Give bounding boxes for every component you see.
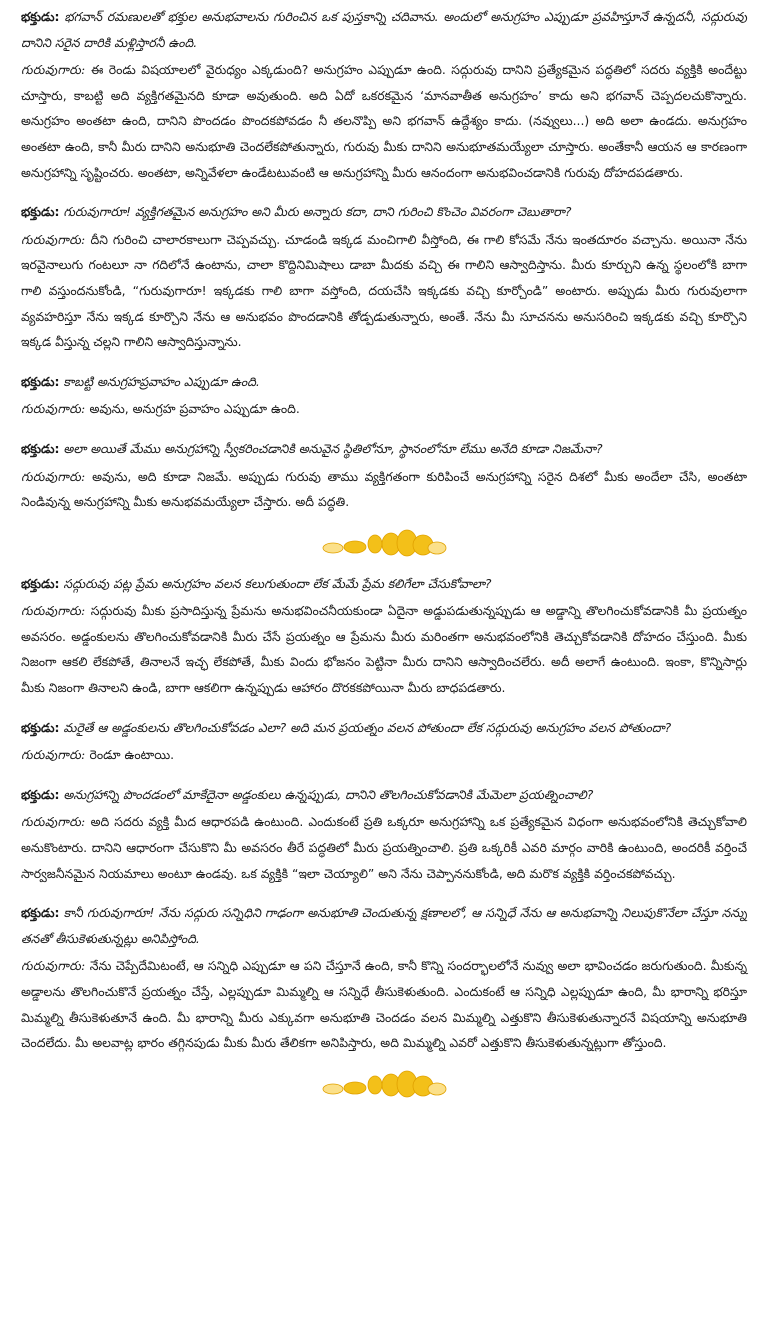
guru-answer xyxy=(21,598,747,700)
answer-text: ఈ రెండు విషయాలలో వైరుధ్యం ఎక్కడుంది? అనుగ్రహం ఎప్పుడూ ఉంది. సద్గురువు దానిని ప్రత్యేకమైన పద్ధతిలో సదరు వ్యక్తికి అందేట్టు చూస్తారు, కాబట్టి అది వ్యక్తిగతమైనది కూడా అవుతుంది. అది ఏదో ఒకరకమైన ‘మానవాతీత అనుగ్రహం’ కాదు అని భగవాన్ చెప్పదలచుకొన్నారు. అనుగ్రహం అంతటా ఉంది, దానిని పొందడం పొందకపోవడం నీ తలనొప్పి అని భగవాన్ ఉద్దేశ్యం కాదు. (నవ్వులు...) అది అలా ఉండదు. అనుగ్రహం అంతటా ఉంది, కానీ మీరు దానిని అనుభూతి చెందలేకపోతున్నారు, గురువు మీకు దానిని అనుభూతమయ్యేలా చూస్తారు. అంతేకానీ ఆయన ఆ కారణంగా అనుగ్రహాన్ని సృష్టించరు. అంతటా, అన్నివేళలా ఉండేటటువంటి ఆ అనుగ్రహాన్ని మీరు ఆనందంగా అనుభవించడానికి గురువు దోహదపడతారు. xyxy=(21,62,747,180)
answer-text: దీని గురించి చాలారకాలుగా చెప్పవచ్చు. చూడండి ఇక్కడ మంచిగాలి వీస్తోంది, ఈ గాలి కోసమే నేను ఇంతదూరం వచ్చాను. అయినా నేను ఇరవైనాలుగు గంటలూ నా గదిలోనే ఉంటాను, చాలా కొద్దినిమిషాలు డాబా మీదకు వచ్చి ఈ గాలిని ఆస్వాదిస్తాను. మీరు కూర్చుని ఉన్న స్థలంలోకి బాగా గాలి వస్తుందనుకోండి, “గురువుగారూ! ఇక్కడకు గాలి బాగా వస్తోంది, దయచేసి ఇక్కడకు వచ్చి కూర్చోండి” అంటారు. అప్పుడు మీరు గురువులాగా వ్యవహరిస్తూ నేను ఇక్కడ కూర్చొని నేను ఆ అనుభవం పొందడానికి తోడ్పడుతున్నారు, అంతే. నేను మీ సూచనను అనుసరించి ఇక్కడకు వచ్చి కూర్చొని ఇక్కడ వీస్తున్న చల్లని గాలిని ఆస్వాదిస్తున్నాను. xyxy=(21,231,747,350)
guru-label: గురువుగారు: xyxy=(21,603,86,619)
guru-answer xyxy=(21,464,747,515)
answer-text: నేను చెప్పేదేమిటంటే, ఆ సన్నిధి ఎప్పుడూ ఆ పని చేస్తూనే ఉంది, కానీ కొన్ని సందర్భాలలోనే నువ్వు అలా భావించడం జరుగుతుంది. మీకున్న అడ్డాలను తొలగించుకొనే ప్రయత్నం చేస్తే, ఎల్లప్పుడూ మిమ్మల్ని ఆ సన్నిధే తీసుకెళుతుంది. ఎందుకంటే ఆ సన్నిధి ఎల్లప్పుడూ ఉంది, మీ భారాన్ని భరిస్తూ మిమ్మల్ని తీసుకెళుతూనే ఉంది. మీ భారాన్ని మీరు ఎక్కువగా అనుభూతి చెందడం వలన మిమ్మల్ని ఎత్తుకొని తీసుకెళుతున్నారనే విషయాన్ని అనుభూతి చెందలేదు. మీ అలవాట్ల భారం తగ్గినపుడు మీకు మీరు తేలికగా అనిపిస్తారు, అది మిమ్మల్ని ఎవరో ఎత్తుకొని తీసుకెళుతున్నట్లుగా తోస్తుంది. xyxy=(21,958,747,1051)
devotee-label: భక్తుడు: xyxy=(21,440,60,456)
lotus-ornament xyxy=(21,521,747,561)
devotee-label: భక్తుడు: xyxy=(21,373,60,389)
guru-label: గురువుగారు: xyxy=(21,814,86,830)
devotee-question xyxy=(21,782,747,808)
question-text: కానీ గురువుగారూ! నేను సద్గురు సన్నిధిని గాఢంగా అనుభూతి చెందుతున్న క్షణాలలో, ఆ సన్నిధే నేను ఆ అనుభవాన్ని నిలుపుకొనేలా చేస్తూ నన్ను తనతో తీసుకెళుతున్నట్లు అనిపిస్తోంది. xyxy=(21,905,747,946)
answer-text: సద్గురువు మీకు ప్రసాదిస్తున్న ప్రేమను అనుభవించనీయకుండా ఏదైనా అడ్డుపడుతున్నప్పుడు ఆ అడ్డాన్ని తొలగించుకోవడానికి మీ ప్రయత్నం అవసరం. అడ్డంకులను తొలగించుకోవడానికి మీరు చేసే ప్రయత్నం ఆ ప్రేమను మీరు మరింతగా అనుభవంలోనికి తెచ్చుకోవడానికి దోహదం చేస్తుంది. మీకు నిజంగా ఆకలి లేకపోతే, తినాలనే ఇచ్ఛ లేకపోతే, మీకు విందు భోజనం పెట్టినా మీరు దానిని ఆస్వాదించలేరు. అదీ అలాగే ఉంటుంది. ఇంకా, కొన్నిసార్లు మీకు నిజంగా తినాలని ఉండి, బాగా ఆకలిగా ఉన్నప్పుడు ఆహారం దొరకకపోయినా మీరు బాధపడతారు. xyxy=(21,603,747,696)
dialog-section-2 xyxy=(21,571,747,1056)
guru-answer xyxy=(21,953,747,1055)
devotee-label: భక్తుడు: xyxy=(21,9,60,24)
devotee-question xyxy=(21,369,747,395)
devotee-question xyxy=(21,900,747,951)
guru-answer xyxy=(21,227,747,355)
guru-label: గురువుగారు: xyxy=(21,468,86,484)
dialog-section-1 xyxy=(21,4,747,515)
guru-answer xyxy=(21,57,747,185)
devotee-question xyxy=(21,436,747,462)
devotee-question xyxy=(21,571,747,597)
answer-text: అవును, అది కూడా నిజమే. అప్పుడు గురువు తాము వ్యక్తిగతంగా కురిపించే అనుగ్రహాన్ని సరైన దిశలో మీకు అందేలా చేసి, అంతటా నిండివున్న అనుగ్రహాన్ని మీకు అనుభవమయ్యేలా చేస్తారు. అదీ పద్ధతి. xyxy=(21,468,747,510)
question-text: అలా అయితే మేము అనుగ్రహాన్ని స్వీకరించడానికి అనువైన స్థితిలోనూ, స్థానంలోనూ లేము అనేది కూడా నిజమేనా? xyxy=(63,440,603,456)
devotee-question xyxy=(21,4,747,55)
answer-text: అది సదరు వ్యక్తి మీద ఆధారపడి ఉంటుంది. ఎందుకంటే ప్రతి ఒక్కరూ అనుగ్రహాన్ని ఒక ప్రత్యేకమైన విధంగా అనుభవంలోనికి తెచ్చుకోవాలి అనుకొంటారు. దానిని ఆధారంగా చేసుకొని మీ అవసరం తీరే పద్ధతిలో మీరు ప్రయత్నించాలి. ప్రతి ఒక్కరికీ ఎవరి మార్గం వారికి ఉంటుంది, అందరికీ వర్తించే సార్వజనీనమైన నియమాలు అంటూ ఉండవు. ఒక వ్యక్తికి “ఇలా చెయ్యాలి” అని నేను చెప్పాననుకోండి, అది మరొక వ్యక్తికి వర్తించకపోవచ్చు. xyxy=(21,814,747,881)
spacer xyxy=(21,357,747,369)
spacer xyxy=(21,703,747,715)
question-text: సద్గురువు పట్ల ప్రేమ అనుగ్రహం వలన కలుగుతుందా లేక మేమే ప్రేమ కలిగేలా చేసుకోవాలా? xyxy=(63,575,492,591)
lotus-icon xyxy=(319,524,449,558)
spacer xyxy=(21,770,747,782)
devotee-label: భక్తుడు: xyxy=(21,204,60,220)
guru-label: గురువుగారు: xyxy=(21,401,86,417)
devotee-question xyxy=(21,715,747,741)
guru-answer xyxy=(21,742,747,768)
devotee-label: భక్తుడు: xyxy=(21,786,60,802)
devotee-label: భక్తుడు: xyxy=(21,719,60,735)
spacer xyxy=(21,424,747,436)
question-text: భగవాన్ రమణులతో భక్తుల అనుభవాలను గురించిన ఒక పుస్తకాన్ని చదివాను. అందులో అనుగ్రహం ఎప్పుడూ ప్రవహిస్తూనే ఉన్నదనీ, సద్గురువు దానిని సరైన దారికి మళ్లిస్తారనీ ఉంది. xyxy=(21,9,747,50)
guru-answer xyxy=(21,809,747,886)
answer-text: అవును, అనుగ్రహ ప్రవాహం ఎప్పుడూ ఉంది. xyxy=(89,401,300,417)
question-text: అనుగ్రహాన్ని పొందడంలో మాకేదైనా అడ్డంకులు ఉన్నప్పుడు, దానిని తొలగించుకోవడానికి మేమెలా ప్రయత్నించాలి? xyxy=(63,786,594,802)
guru-label: గురువుగారు: xyxy=(21,747,86,763)
guru-answer xyxy=(21,396,747,422)
lotus-ornament-bottom xyxy=(21,1062,747,1102)
spacer xyxy=(21,187,747,199)
question-text: కాబట్టి అనుగ్రహప్రవాహం ఎప్పుడూ ఉంది. xyxy=(63,373,260,389)
devotee-label: భక్తుడు: xyxy=(21,905,60,921)
question-text: గురువుగారూ! వ్యక్తిగతమైన అనుగ్రహం అని మీరు అన్నారు కదా, దాని గురించి కొంచెం వివరంగా చెబుతారా? xyxy=(63,204,572,220)
spacer xyxy=(21,888,747,900)
devotee-label: భక్తుడు: xyxy=(21,575,60,591)
guru-label: గురువుగారు: xyxy=(21,231,86,247)
answer-text: రెండూ ఉంటాయి. xyxy=(89,747,175,763)
guru-label: గురువుగారు: xyxy=(21,62,86,78)
question-text: మరైతే ఆ అడ్డంకులను తొలగించుకోవడం ఎలా? అది మన ప్రయత్నం వలన పోతుందా లేక సద్గురువు అనుగ్రహం వలన పోతుందా? xyxy=(63,719,672,735)
devotee-question xyxy=(21,199,747,225)
guru-label: గురువుగారు: xyxy=(21,958,86,974)
lotus-icon xyxy=(319,1065,449,1099)
